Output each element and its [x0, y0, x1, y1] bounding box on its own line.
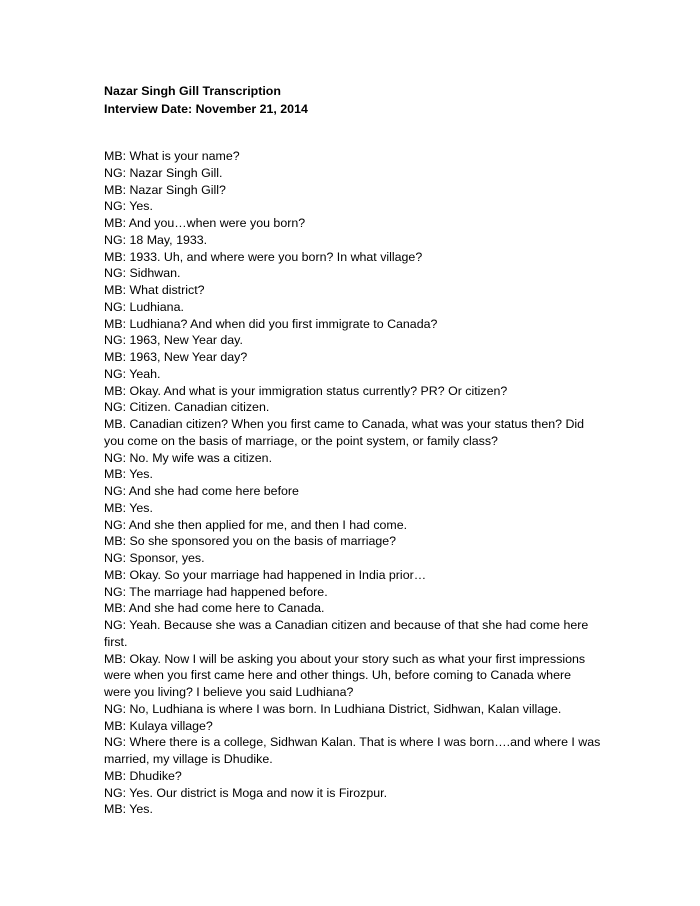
transcript-line: NG: Yes.	[104, 199, 153, 214]
transcript-line: MB: Yes.	[104, 802, 153, 817]
transcript-line: MB. Canadian citizen? When you first came to Canada, what was your status then? Did	[104, 417, 585, 431]
transcript-line: NG: No. My wife was a citizen.	[104, 450, 273, 465]
transcript-line: were you living? I believe you said Ludhiana?	[104, 685, 354, 699]
transcript-line: NG: Ludhiana.	[104, 299, 184, 314]
document-header	[104, 82, 664, 118]
transcript-line: MB: So she sponsored you on the basis of marriage?	[104, 534, 397, 549]
transcript-line: NG: Where there is a college, Sidhwan Kalan. That is where I was born….and where I was	[104, 735, 601, 750]
transcript-line: MB: And you…when were you born?	[104, 216, 306, 230]
transcript-line: NG: Yeah. Because she was a Canadian citizen and because of that she had come here	[104, 618, 589, 632]
transcript-line: MB: What is your name?	[104, 149, 240, 163]
transcript-line: NG: Yeah.	[104, 366, 161, 381]
transcript-line: NG: 18 May, 1933.	[104, 232, 208, 247]
transcript-line: MB: What district?	[104, 283, 205, 297]
transcript-line: NG: Sponsor, yes.	[104, 551, 205, 565]
transcript-line: NG: Citizen. Canadian citizen.	[104, 400, 270, 415]
transcript-line: MB: And she had come here to Canada.	[104, 601, 325, 616]
transcript-line: MB: 1933. Uh, and where were you born? In what village?	[104, 249, 423, 264]
transcript-line: MB: Okay. So your marriage had happened in India prior…	[104, 567, 427, 582]
transcript-line: you come on the basis of marriage, or the point system, or family class?	[104, 433, 498, 448]
transcript-line: MB: 1963, New Year day?	[104, 350, 248, 364]
transcript-line: were when you first came here and other things. Uh, before coming to Canada where	[104, 668, 571, 683]
transcript-line: NG: The marriage had happened before.	[104, 584, 328, 599]
transcript-line: NG: 1963, New Year day.	[104, 333, 243, 348]
transcript-line: MB: Nazar Singh Gill?	[104, 182, 226, 197]
transcript-line: MB: Dhudike?	[104, 768, 182, 783]
document-title: Nazar Singh Gill Transcription	[104, 84, 281, 98]
transcript-line: MB: Ludhiana? And when did you first immigrate to Canada?	[104, 316, 438, 331]
transcript-line: NG: And she then applied for me, and then I had come.	[104, 517, 408, 532]
transcript-line: MB: Kulaya village?	[104, 718, 213, 733]
transcript-line: first.	[104, 634, 128, 649]
transcript-line: NG: No, Ludhiana is where I was born. In Ludhiana District, Sidhwan, Kalan village.	[104, 701, 562, 716]
transcript-line: MB: Okay. Now I will be asking you about your story such as what your first impressions	[104, 651, 586, 666]
transcript-line: NG: Nazar Singh Gill.	[104, 165, 223, 180]
transcript-line: NG: And she had come here before	[104, 484, 299, 498]
interview-date: Interview Date: November 21, 2014	[104, 102, 308, 116]
transcript-body	[104, 148, 629, 818]
transcript-line: MB: Yes.	[104, 467, 153, 482]
transcript-line: NG: Sidhwan.	[104, 266, 181, 281]
transcript-line: married, my village is Dhudike.	[104, 752, 273, 766]
transcript-line: MB: Yes.	[104, 500, 153, 515]
transcript-line: MB: Okay. And what is your immigration status currently? PR? Or citizen?	[104, 383, 508, 398]
transcript-line: NG: Yes. Our district is Moga and now it is Firozpur.	[104, 785, 388, 800]
